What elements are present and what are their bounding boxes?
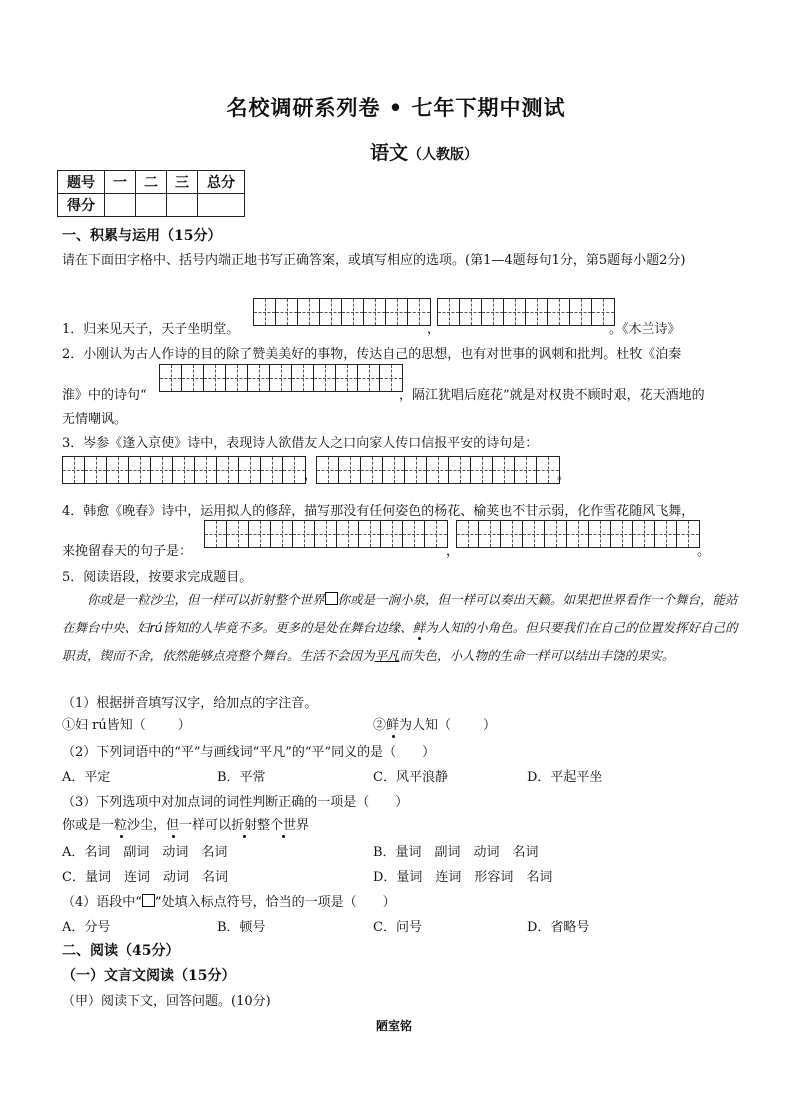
q5-sub3-sentence (62, 814, 309, 833)
q4-period: 。 (697, 544, 711, 559)
q5-sub2-option-d[interactable]: D．平起平坐 (527, 770, 603, 785)
q1-answer-grid-1[interactable] (253, 298, 431, 326)
blank-square-icon (325, 592, 338, 605)
passage-text: 你或是一涧小泉，但一样可以奏出天籁。如果把世界看作一个舞台，能站在舞台中央、妇rú皆知的人毕竟不多。更多的是处在舞台边缘、 (62, 592, 738, 635)
dotted-word: 粒 (114, 818, 128, 833)
score-table-row-scores (58, 194, 245, 217)
q5-sub1-a-post: ） (177, 718, 191, 733)
q5-sub2-option-b[interactable]: B．平常 (217, 770, 266, 785)
dotted-word: 折射 (231, 818, 258, 833)
q2-suffix: ，隔江犹唱后庭花”就是对权贵不顾时艰，花天酒地的 (399, 388, 705, 403)
q3-comma: ， (304, 468, 318, 483)
score-cell: 总分 (198, 171, 245, 194)
q5-passage (62, 586, 738, 670)
q5-sub1-b-pre: ② (373, 718, 387, 733)
q1-prefix: 1．归来见天子，天子坐明堂。 (62, 322, 240, 337)
q3-text: 3．岑参《逢入京使》诗中，表现诗人欲借友人之口向家人传口信报平安的诗句是： (62, 436, 539, 451)
sentence-part: 沙尘， (127, 818, 167, 833)
q5-sub1-b-post: ） (483, 718, 497, 733)
section2-heading: 二、阅读（45分） (62, 943, 180, 959)
q5-sub3-stem: （3）下列选项中对加点词的词性判断正确的一项是（ ） (62, 795, 409, 810)
score-cell: 一 (105, 171, 136, 194)
section2-subheading: （一）文言文阅读（15分） (62, 968, 236, 984)
q4-prefix: 来挽留春天的句子是： (62, 544, 193, 559)
q5-sub1-a-pre: ①妇 rú皆知（ (62, 718, 146, 733)
q4-answer-grid-1[interactable] (204, 520, 448, 548)
score-input-cell[interactable] (136, 194, 167, 217)
q5-sub2-stem: （2）下列词语中的“平”与画线词“平凡”的“平”同义的是（ ） (62, 745, 436, 760)
score-table-row-header (58, 171, 245, 194)
sentence-part: 一样 (179, 818, 206, 833)
q5-sub4-option-d[interactable]: D．省略号 (527, 920, 590, 935)
passage-text: 你或是一粒沙尘，但一样可以折射整个世界 (87, 592, 325, 607)
q5-sub1-b (373, 714, 496, 733)
q2-line3: 无情嘲讽。 (62, 412, 128, 427)
q5-sub4-option-a[interactable]: A．分号 (62, 920, 111, 935)
q5-sub4-stem-pre: （4）语段中“ (62, 895, 142, 910)
q1-suffix: 。《木兰诗》 (609, 322, 681, 337)
q3-answer-grid-2[interactable] (316, 456, 560, 484)
subject-label: 语文 (370, 142, 409, 164)
score-cell: 二 (136, 171, 167, 194)
q2-answer-grid[interactable] (159, 364, 403, 392)
q3-answer-grid-1[interactable] (62, 456, 306, 484)
q5-sub4-option-c[interactable]: C．问号 (373, 920, 422, 935)
section2-part-a: （甲）阅读下文，回答问题。(10分) (62, 994, 271, 1009)
q5-sub3-option-a[interactable]: A．名词 副词 动词 名词 (62, 845, 228, 860)
passage-text: 而失色，小人物的生命一样可以结出丰饶的果实。 (399, 648, 675, 663)
q5-intro: 5．阅读语段，按要求完成题目。 (62, 570, 253, 585)
passage-text: 为人知的小角色。但只要我们在自己的位置发挥好自己的职责，锲而不舍，依然能够点亮整个舞台。生活不会因为 (62, 620, 738, 663)
q5-sub3-option-c[interactable]: C．量词 连词 动词 名词 (62, 870, 228, 885)
q4-answer-grid-2[interactable] (456, 520, 700, 548)
q2-line1: 2．小刚认为古人作诗的目的除了赞美美好的事物，传达自己的思想，也有对世事的讽刺和批判。杜牧《泊秦 (62, 347, 682, 362)
page-subtitle (370, 138, 478, 165)
score-input-cell[interactable] (167, 194, 198, 217)
q5-sub4-stem-post: ”处填入标点符号，恰当的一项是（ ） (154, 895, 396, 910)
dotted-char: 鲜 (412, 620, 426, 635)
q4-line1: 4．韩愈《晚春》诗中，运用拟人的修辞，描写那没有任何姿色的杨花、榆荚也不甘示弱，化作雪花随风飞舞， (62, 504, 695, 519)
q1-comma: ， (427, 322, 441, 337)
q5-sub2-option-c[interactable]: C．风平浪静 (373, 770, 448, 785)
score-cell: 题号 (58, 171, 105, 194)
score-input-cell[interactable] (105, 194, 136, 217)
sentence-part: 你或是一 (62, 818, 115, 833)
sentence-part: 可以 (205, 818, 232, 833)
essay-title: 陋室铭 (376, 1019, 413, 1033)
q5-sub4-option-b[interactable]: B．顿号 (217, 920, 266, 935)
q3-period: 。 (557, 468, 571, 483)
dotted-word: 但 (166, 818, 180, 833)
q5-sub1-stem: （1）根据拼音填写汉字，给加点的字注音。 (62, 696, 318, 711)
q5-sub1-b-mid: 为人知（ (399, 718, 452, 733)
edition-label: （人教版） (408, 147, 479, 163)
q5-sub3-option-b[interactable]: B．量词 副词 动词 名词 (373, 845, 539, 860)
score-cell: 得分 (58, 194, 105, 217)
blank-square-icon (142, 894, 155, 907)
q5-sub1-a (62, 714, 191, 733)
q5-sub2-option-a[interactable]: A．平定 (62, 770, 111, 785)
score-table (57, 170, 245, 217)
q5-sub3-option-d[interactable]: D．量词 连词 形容词 名词 (373, 870, 553, 885)
section1-instructions: 请在下面田字格中、括号内端正地书写正确答案，或填写相应的选项。(第1—4题每句1分，第5题每小题2分) (62, 253, 686, 268)
q4-comma: ， (446, 544, 460, 559)
dotted-word: 整个世界 (257, 818, 310, 833)
section1-heading: 一、积累与运用（15分） (62, 228, 222, 244)
page-title: 名校调研系列卷 • 七年下期中测试 (226, 95, 566, 120)
score-cell: 三 (167, 171, 198, 194)
dotted-char: 鲜 (386, 718, 400, 733)
underlined-word: 平凡 (374, 648, 400, 663)
q2-prefix: 淮》中的诗句“ (62, 388, 147, 403)
score-input-cell[interactable] (198, 194, 245, 217)
q5-sub4-stem (62, 891, 396, 910)
q1-answer-grid-2[interactable] (437, 298, 615, 326)
